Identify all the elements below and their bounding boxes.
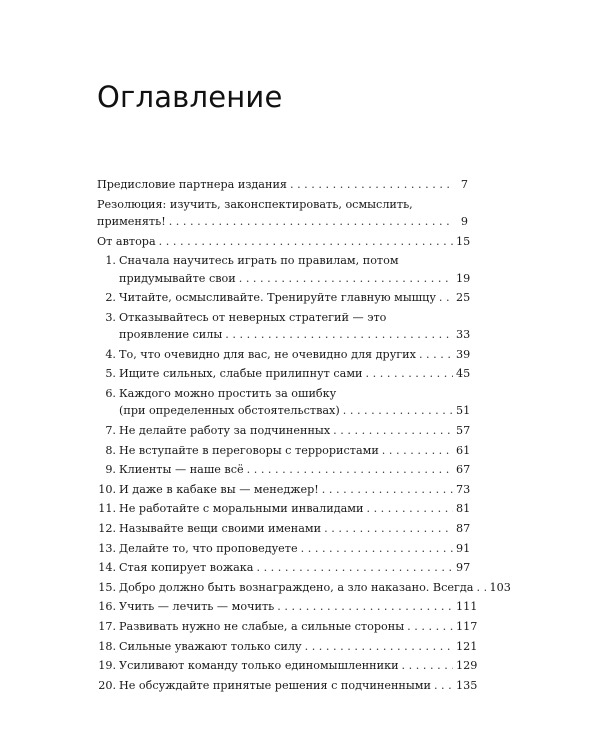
toc-page-number: 67 xyxy=(456,463,471,477)
toc-entry[interactable] xyxy=(97,442,471,459)
toc-page-number: 117 xyxy=(456,619,478,633)
dot-leader xyxy=(343,402,453,419)
toc-entry-number: 3. xyxy=(105,310,116,324)
toc-entry-title-line: Ищите сильных, слабые прилипнут сами xyxy=(119,367,363,381)
toc-entry-number: 17. xyxy=(98,619,116,633)
toc-entry-title-line: Сильные уважают только силу xyxy=(119,639,302,653)
toc-entry-title-line: Не обсуждайте принятые решения с подчиненными xyxy=(119,678,431,692)
toc-entry-number: 7. xyxy=(105,423,116,437)
dot-leader xyxy=(407,618,453,635)
toc-entry-title-line: От автора xyxy=(97,234,156,248)
dot-leader xyxy=(159,233,453,250)
toc-page-number: 97 xyxy=(456,561,471,575)
toc-page-number: 135 xyxy=(456,678,478,692)
toc-page-number: 45 xyxy=(456,367,471,381)
toc-entry-title-line: Читайте, осмысливайте. Тренируйте главную мышцу xyxy=(119,291,436,305)
toc-entry-number: 15. xyxy=(98,580,116,594)
table-of-contents xyxy=(97,176,511,696)
toc-entry-title-line: Не делайте работу за подчиненных xyxy=(119,423,331,437)
toc-entry-title-line: проявление силы xyxy=(119,328,223,342)
toc-page-number: 111 xyxy=(456,600,478,614)
toc-page-number: 91 xyxy=(456,541,471,555)
toc-entry[interactable] xyxy=(97,289,471,306)
toc-entry-title-line: Каждого можно простить за ошибку xyxy=(119,386,337,400)
toc-entry-number: 12. xyxy=(98,521,116,535)
toc-entry-title-line: применять! xyxy=(97,215,166,228)
toc-entry-title-line: Добро должно быть вознаграждено, а зло наказано. Всегда xyxy=(119,580,474,594)
toc-entry-number: 1. xyxy=(105,254,116,268)
toc-entry[interactable] xyxy=(97,579,511,596)
toc-entry-title-line: Делайте то, что проповедуете xyxy=(119,541,298,555)
toc-entry-title-line: Отказывайтесь от неверных стратегий — это xyxy=(119,310,387,324)
dot-leader xyxy=(256,559,453,576)
dot-leader xyxy=(419,346,453,363)
toc-entry-number: 8. xyxy=(105,443,116,457)
toc-entry-title-line: То, что очевидно для вас, не очевидно для других xyxy=(119,347,416,361)
dot-leader xyxy=(247,461,453,478)
dot-leader xyxy=(301,540,453,557)
toc-entry-number: 13. xyxy=(98,541,116,555)
toc-page-number: 81 xyxy=(456,502,471,516)
dot-leader xyxy=(290,176,453,193)
toc-entry[interactable] xyxy=(97,559,471,576)
toc-entry[interactable] xyxy=(97,461,471,478)
toc-entry[interactable] xyxy=(97,252,471,287)
toc-entry[interactable] xyxy=(97,677,478,694)
toc-entry-number: 9. xyxy=(105,463,116,477)
dot-leader xyxy=(169,213,453,230)
toc-entry[interactable] xyxy=(97,657,478,674)
toc-entry-title-line: Называйте вещи своими именами xyxy=(119,521,322,535)
dot-leader xyxy=(305,638,453,655)
dot-leader xyxy=(434,677,453,694)
toc-entry-title-line: Развивать нужно не слабые, а сильные стороны xyxy=(119,619,405,633)
toc-entry-number: 20. xyxy=(98,678,116,692)
toc-entry-title-line: Усиливают команду только единомышленники xyxy=(119,659,399,673)
toc-entry-number: 11. xyxy=(98,502,116,516)
dot-leader xyxy=(239,270,453,287)
toc-page-number: 39 xyxy=(456,347,471,361)
toc-entry[interactable] xyxy=(97,196,468,231)
toc-entry-title-line: Не вступайте в переговоры с террористами xyxy=(119,443,379,457)
dot-leader xyxy=(476,579,486,596)
toc-page-number: 15 xyxy=(456,234,471,248)
dot-leader xyxy=(324,520,453,537)
dot-leader xyxy=(366,365,453,382)
toc-entry[interactable] xyxy=(97,618,478,635)
toc-entry[interactable] xyxy=(97,481,471,498)
toc-entry[interactable] xyxy=(97,365,471,382)
toc-page-number: 51 xyxy=(456,404,471,418)
toc-entry[interactable] xyxy=(97,233,471,250)
toc-page-number: 9 xyxy=(460,215,468,228)
toc-entry[interactable] xyxy=(97,385,471,420)
toc-page-number: 61 xyxy=(456,443,471,457)
dot-leader xyxy=(277,598,453,615)
toc-page-number: 7 xyxy=(460,178,468,191)
toc-entry[interactable] xyxy=(97,500,471,517)
toc-entry[interactable] xyxy=(97,309,471,344)
toc-entry-number: 2. xyxy=(105,291,116,305)
toc-entry-number: 4. xyxy=(105,347,116,361)
toc-entry-title-line: Не работайте с моральными инвалидами xyxy=(119,502,364,516)
toc-entry-number: 14. xyxy=(98,561,116,575)
toc-entry-title-line: Сначала научитесь играть по правилам, потом xyxy=(119,254,399,268)
toc-page-number: 19 xyxy=(456,271,471,285)
toc-entry-title-line: Предисловие партнера издания xyxy=(97,178,287,191)
page-title: Оглавление xyxy=(97,80,283,114)
dot-leader xyxy=(439,289,453,306)
dot-leader xyxy=(382,442,453,459)
dot-leader xyxy=(225,326,453,343)
toc-page-number: 73 xyxy=(456,482,471,496)
toc-entry-title-line: Стая копирует вожака xyxy=(119,561,254,575)
toc-page-number: 25 xyxy=(456,291,471,305)
toc-page-number: 87 xyxy=(456,521,471,535)
dot-leader xyxy=(322,481,453,498)
toc-entry-number: 16. xyxy=(98,600,116,614)
toc-entry-number: 5. xyxy=(105,367,116,381)
dot-leader xyxy=(402,657,453,674)
toc-page-number: 57 xyxy=(456,423,471,437)
toc-page-number: 33 xyxy=(456,328,471,342)
toc-entry-number: 18. xyxy=(98,639,116,653)
toc-page-number: 121 xyxy=(456,639,478,653)
toc-entry[interactable] xyxy=(97,176,468,193)
toc-entry-number: 6. xyxy=(105,386,116,400)
toc-entry[interactable] xyxy=(97,638,478,655)
dot-leader xyxy=(366,500,453,517)
toc-entry-title-line: Резолюция: изучить, законспектировать, осмыслить, xyxy=(97,197,413,211)
toc-entry[interactable] xyxy=(97,598,478,615)
toc-entry[interactable] xyxy=(97,520,471,537)
toc-entry-title-line: придумывайте свои xyxy=(119,271,236,285)
toc-entry-number: 10. xyxy=(98,482,116,496)
toc-entry[interactable] xyxy=(97,540,471,557)
toc-page-number: 129 xyxy=(456,659,478,673)
toc-entry[interactable] xyxy=(97,346,471,363)
toc-page-number: 103 xyxy=(489,580,511,594)
toc-entry-title-line: И даже в кабаке вы — менеджер! xyxy=(119,482,319,496)
toc-entry-title-line: Учить — лечить — мочить xyxy=(119,600,275,614)
toc-entry-title-line: (при определенных обстоятельствах) xyxy=(119,404,340,418)
dot-leader xyxy=(333,422,453,439)
toc-entry[interactable] xyxy=(97,422,471,439)
toc-entry-title-line: Клиенты — наше всё xyxy=(119,463,244,477)
toc-entry-number: 19. xyxy=(98,659,116,673)
